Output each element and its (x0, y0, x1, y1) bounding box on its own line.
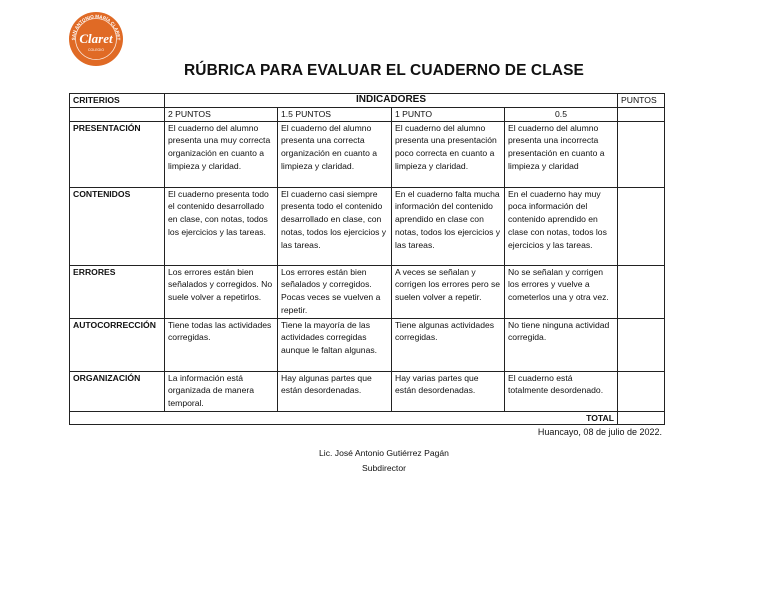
signer-name: Lic. José Antonio Gutiérrez Pagán (319, 448, 449, 458)
indicator-cell: El cuaderno del alumno presenta una correcta organización en cuanto a limpieza y claridad. (278, 121, 392, 187)
indicator-cell: El cuaderno del alumno presenta una incorrecta presentación en cuanto a limpieza y claridad (505, 121, 618, 187)
indicator-cell: En el cuaderno falta mucha información del contenido aprendido en clase con notas, todos los ejercicios y las tareas. (392, 187, 505, 265)
indicator-cell: Hay varias partes que están desordenadas. (392, 371, 505, 411)
indicator-cell: En el cuaderno hay muy poca información del contenido aprendido en clase con notas, todos los ejercicios y las tareas. (505, 187, 618, 265)
footer-date: Huancayo, 08 de julio de 2022. (537, 427, 662, 437)
indicator-cell: El cuaderno del alumno presenta una muy correcta organización en cuanto a limpieza y claridad. (165, 121, 278, 187)
page-title: RÚBRICA PARA EVALUAR EL CUADERNO DE CLASE (184, 62, 584, 79)
indicator-cell: Los errores están bien señalados y corregidos. Pocas veces se vuelven a repetir. (278, 265, 392, 318)
header-puntos: PUNTOS (618, 94, 665, 108)
levels-empty-cell (70, 107, 165, 121)
indicator-cell: Tiene la mayoría de las actividades corregidas aunque le faltan algunas. (278, 318, 392, 371)
indicator-cell: Los errores están bien señalados y corregidos. No suele volver a repetirlos. (165, 265, 278, 318)
indicator-cell: No se señalan y corrigen los errores y vuelve a cometerlos una y otra vez. (505, 265, 618, 318)
levels-row (70, 107, 665, 121)
total-points-cell (618, 411, 665, 425)
levels-empty-cell (618, 107, 665, 121)
table-row (70, 121, 665, 187)
header-criterios: CRITERIOS (70, 94, 165, 108)
indicator-cell: A veces se señalan y corrigen los errores pero se suelen volver a repetir. (392, 265, 505, 318)
header-row (70, 94, 665, 108)
points-cell (618, 121, 665, 187)
level-header: 0.5 (505, 107, 618, 121)
indicator-cell: La información está organizada de manera temporal. (165, 371, 278, 411)
indicator-cell: El cuaderno está totalmente desordenado. (505, 371, 618, 411)
header-indicadores: INDICADORES (165, 94, 618, 108)
total-row (70, 411, 665, 425)
indicator-cell: Hay algunas partes que están desordenadas. (278, 371, 392, 411)
logo-text: Claret (79, 31, 113, 46)
table-row (70, 265, 665, 318)
indicator-cell: El cuaderno del alumno presenta una presentación poco correcta en cuanto a limpieza y claridad. (392, 121, 505, 187)
points-cell (618, 187, 665, 265)
criterion-label: CONTENIDOS (70, 187, 165, 265)
criterion-label: ERRORES (70, 265, 165, 318)
logo-sub: COLEGIO (88, 48, 104, 52)
indicator-cell: Tiene todas las actividades corregidas. (165, 318, 278, 371)
level-header: 2 PUNTOS (165, 107, 278, 121)
rubric-table (69, 93, 665, 425)
points-cell (618, 265, 665, 318)
points-cell (618, 318, 665, 371)
indicator-cell: Tiene algunas actividades corregidas. (392, 318, 505, 371)
table-row (70, 371, 665, 411)
level-header: 1.5 PUNTOS (278, 107, 392, 121)
criterion-label: PRESENTACIÓN (70, 121, 165, 187)
indicator-cell: El cuaderno casi siempre presenta todo el contenido desarrollado en clase, con notas, todos los ejercicios y las tareas. (278, 187, 392, 265)
level-header: 1 PUNTO (392, 107, 505, 121)
table-row (70, 187, 665, 265)
total-label: TOTAL (70, 411, 618, 425)
logo-arc-text: SAN ANTONIO MARÍA CLARET (70, 13, 122, 41)
table-row (70, 318, 665, 371)
school-logo (67, 10, 125, 68)
indicator-cell: El cuaderno presenta todo el contenido desarrollado en clase, con notas, todos los ejercicios y las tareas. (165, 187, 278, 265)
signer-role: Subdirector (362, 463, 406, 473)
criterion-label: ORGANIZACIÓN (70, 371, 165, 411)
indicator-cell: No tiene ninguna actividad corregida. (505, 318, 618, 371)
points-cell (618, 371, 665, 411)
criterion-label: AUTOCORRECCIÓN (70, 318, 165, 371)
